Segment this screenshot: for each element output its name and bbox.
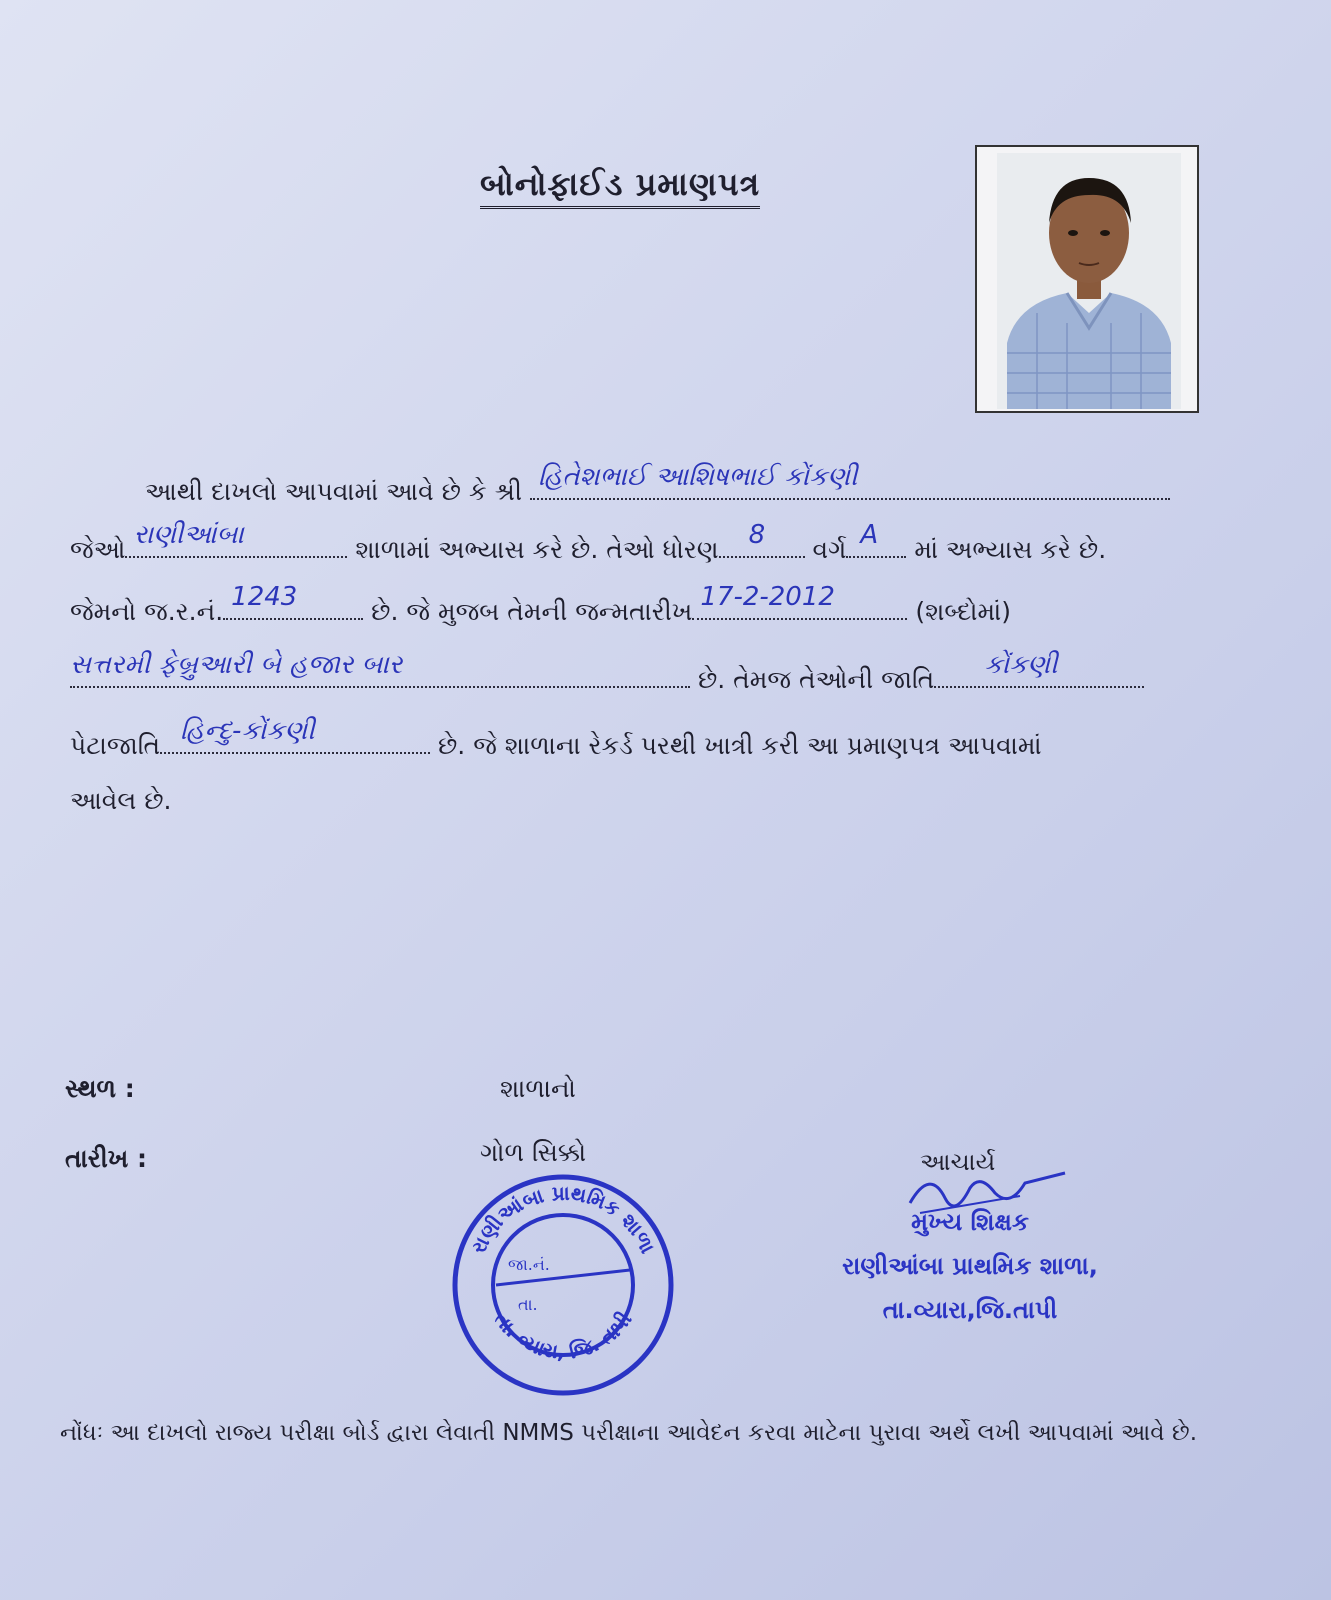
text-intro: આથી દાખલો આપવામાં આવે છે કે શ્રી xyxy=(145,477,522,506)
footnote: નોંધઃ આ દાખલો રાજ્ય પરીક્ષા બોર્ડ દ્વારા લેવાતી NMMS પરીક્ષાના આવેદન કરવા માટેના પુરાવા અર્થે લખી આપવામાં આવે છે. xyxy=(60,1420,1198,1446)
stamp-inner-1: જા.નં. xyxy=(508,1255,550,1274)
birth-date-field xyxy=(692,582,907,620)
text-jeo: જેઓ xyxy=(70,535,126,564)
division-value: A xyxy=(860,520,879,550)
student-photo xyxy=(975,145,1199,413)
certificate-line-6 xyxy=(70,784,1230,818)
text-in-words: (શબ્દોમાં) xyxy=(915,597,1012,626)
certificate-line-1 xyxy=(145,462,1245,509)
birth-date-value: 17-2-2012 xyxy=(700,582,835,612)
text-varg: વર્ગ xyxy=(812,535,847,564)
register-no-value: 1243 xyxy=(231,582,298,612)
certificate-line-5 xyxy=(70,716,1230,763)
text-birth: છે. જે મુજબ તેમની જન્મતારીખ xyxy=(371,597,693,626)
certificate-line-2 xyxy=(70,520,1230,567)
certificate-line-4 xyxy=(70,650,1230,697)
school-stamp-icon xyxy=(448,1170,678,1400)
stamp-top-text: રાણીઆંબા પ્રાથમિક શાળા xyxy=(465,1180,661,1258)
student-portrait-icon xyxy=(997,153,1181,409)
seal-label-2: ગોળ સિક્કો xyxy=(480,1138,587,1167)
school-name-value: રાણીઆંબા xyxy=(133,520,244,550)
principal-label: આચાર્ય xyxy=(920,1148,996,1176)
text-register: જેમનો જ.ર.નં. xyxy=(70,597,224,626)
page-title: બોનોફાઈડ પ્રમાણપત્ર xyxy=(480,165,760,209)
stamp-inner-2: તા. xyxy=(518,1295,538,1314)
text-studies-end: માં અભ્યાસ કરે છે. xyxy=(914,535,1107,564)
standard-value: 8 xyxy=(748,520,766,550)
school-seal-address: તા.વ્યારા,જિ.તાપી xyxy=(882,1296,1058,1324)
seal-label-1: શાળાનો xyxy=(500,1074,576,1103)
head-title: મુખ્ય શિક્ષક xyxy=(911,1208,1029,1236)
school-name-field xyxy=(125,520,347,558)
certificate-line-3 xyxy=(70,582,1230,629)
sub-caste-value: હિન્દુ-કોંકણી xyxy=(180,716,315,746)
text-studies: શાળામાં અભ્યાસ કરે છે. તેઓ ધોરણ xyxy=(355,535,719,564)
date-label: તારીખ : xyxy=(65,1144,148,1173)
text-subcaste: પેટાજાતિ xyxy=(70,731,161,760)
birth-date-words-value: સત્તરમી ફેબ્રુઆરી બે હજાર બાર xyxy=(70,650,403,680)
text-issued: આવેલ છે. xyxy=(70,786,172,815)
student-name-value: હિતેશભાઈ આશિષભાઈ કોંકણી xyxy=(537,462,858,492)
stamp-bottom-text: તા. વ્યારા, જિ. તાપી xyxy=(489,1307,637,1364)
school-seal-name: રાણીઆંબા પ્રાથમિક શાળા, xyxy=(842,1252,1098,1280)
caste-field xyxy=(934,650,1144,688)
text-records: છે. જે શાળાના રેકર્ડ પરથી ખાત્રી કરી આ પ્રમાણપત્ર આપવામાં xyxy=(437,731,1042,760)
birth-date-words-field xyxy=(70,650,690,688)
sub-caste-field xyxy=(160,716,430,754)
place-label: સ્થળ : xyxy=(65,1074,135,1103)
student-name-field xyxy=(530,462,1170,500)
text-caste: છે. તેમજ તેઓની જાતિ xyxy=(697,665,935,694)
division-field xyxy=(846,520,906,558)
headmaster-seal xyxy=(820,1200,1120,1332)
standard-field xyxy=(719,520,805,558)
register-no-field xyxy=(223,582,363,620)
caste-value: કોંકણી xyxy=(984,650,1058,680)
